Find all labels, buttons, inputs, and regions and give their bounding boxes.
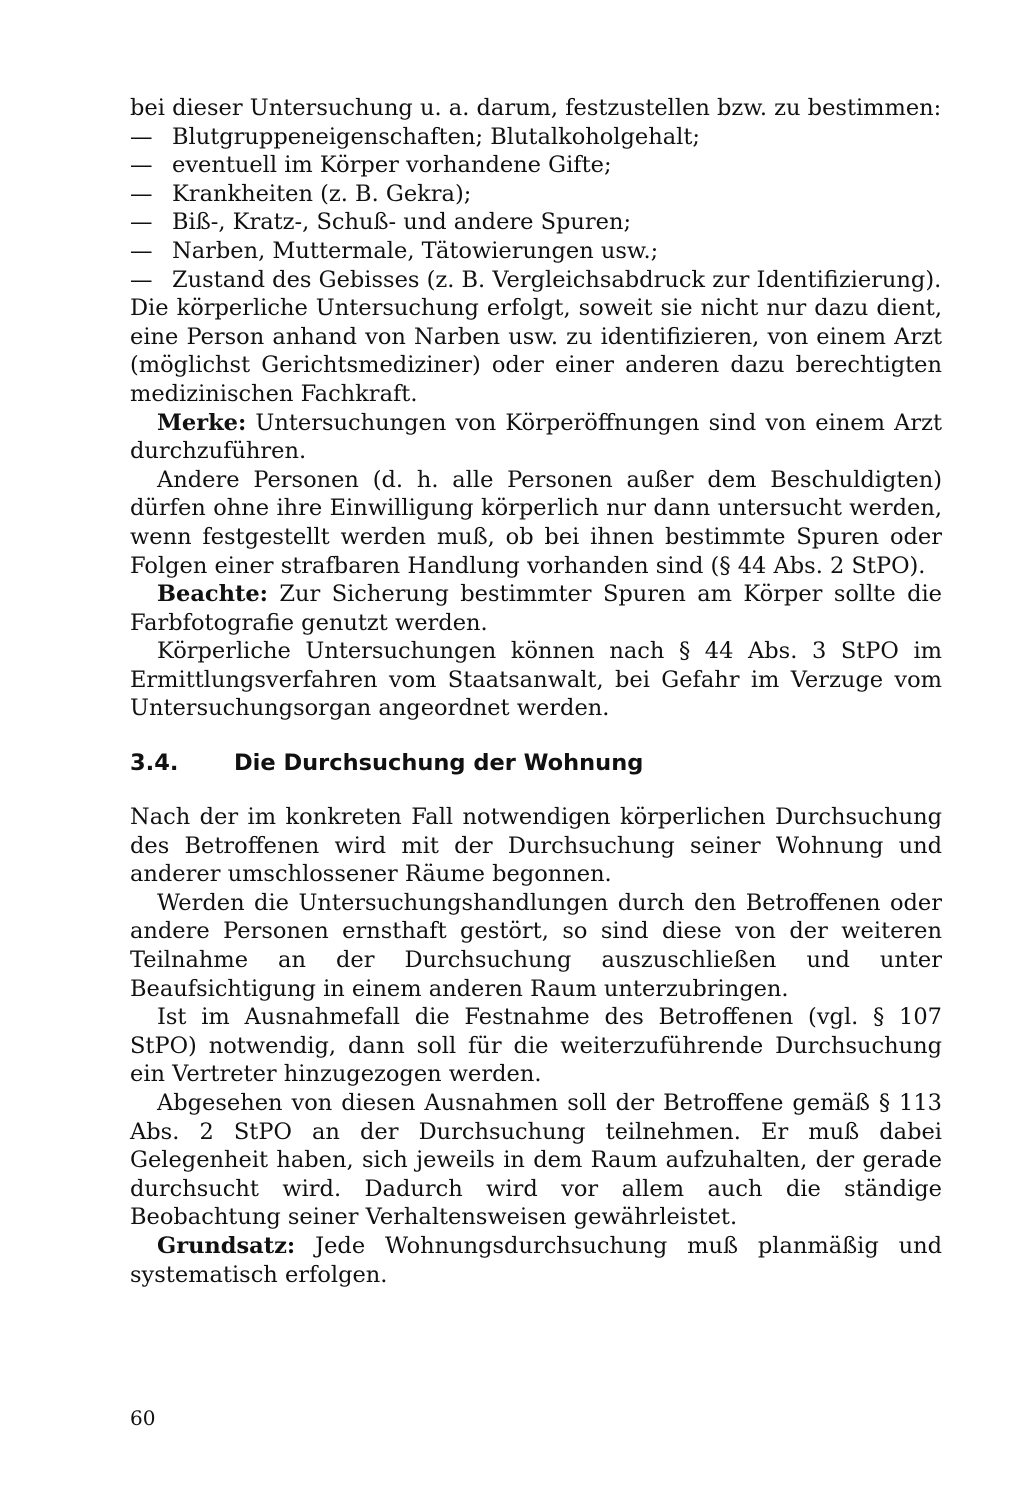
paragraph-participation: Abgesehen von diesen Ausnahmen soll der Betroffene gemäß § 113 Abs. 2 StPO an der Durchsuchung teilnehmen. Er muß dabei Gelegenheit haben, sich jeweils in dem Raum aufzuhalten, der gerade durchsucht wird. Dadurch wird vor allem auch die ständige Beobachtung seiner Verhaltensweisen gewährleistet.: [130, 1090, 942, 1231]
list-item: — eventuell im Körper vorhandene Gifte;: [130, 152, 612, 179]
note-label: Beachte:: [157, 581, 268, 608]
list-item: — Blutgruppeneigenschaften; Blutalkoholgehalt;: [130, 123, 700, 150]
paragraph-examination-by-doctor: Die körperliche Untersuchung erfolgt, soweit sie nicht nur dazu dient, eine Person anhand von Narben usw. zu identifizieren, von einem Arzt (möglichst Gerichtsmediziner) oder einer anderen dazu berechtigten medizinischen Fachkraft.: [130, 295, 942, 407]
examination-list: [130, 123, 942, 295]
dash-mark: —: [130, 237, 153, 264]
note-grundsatz: Grundsatz: Jede Wohnungsdurchsuchung muß planmäßig und systematisch erfolgen.: [130, 1232, 942, 1288]
note-label: Merke:: [157, 409, 247, 436]
paragraph-disturbance: Werden die Untersuchungshandlungen durch den Betroffenen oder andere Personen ernsthaft gestört, so sind diese von der weiteren Teilnahme an der Durchsuchung auszuschließen und unter Beaufsichtigung in einem anderen Raum unterzubringen.: [130, 889, 942, 1002]
dash-mark: —: [130, 152, 153, 179]
intro-paragraph: bei dieser Untersuchung u. a. darum, festzustellen bzw. zu bestimmen:: [130, 95, 942, 121]
list-item: — Narben, Muttermale, Tätowierungen usw.;: [130, 237, 659, 264]
section-number: 3.4.: [130, 750, 179, 777]
dash-mark: —: [130, 180, 153, 207]
dash-mark: —: [130, 209, 153, 236]
paragraph-ordering-examination: Körperliche Untersuchungen können nach § 44 Abs. 3 StPO im Ermittlungsverfahren vom Staatsanwalt, bei Gefahr im Verzuge vom Untersuchungsorgan angeordnet werden.: [130, 638, 942, 722]
section-title: Die Durchsuchung der Wohnung: [234, 750, 644, 777]
list-item: — Zustand des Gebisses (z. B. Vergleichsabdruck zur Identifizierung).: [130, 266, 942, 293]
note-beachte: Beachte: Zur Sicherung bestimmter Spuren am Körper sollte die Farbfotografie genutzt werden.: [130, 581, 942, 636]
section-heading: [130, 749, 942, 777]
list-item: — Krankheiten (z. B. Gekra);: [130, 180, 472, 207]
list-item: — Biß-, Kratz-, Schuß- und andere Spuren;: [130, 209, 632, 236]
dash-mark: —: [130, 123, 153, 150]
paragraph-other-persons: Andere Personen (d. h. alle Personen außer dem Beschuldigten) dürfen ohne ihre Einwilligung körperlich nur dann untersucht werden, wenn festgestellt werden muß, ob bei ihnen bestimmte Spuren oder Folgen einer strafbaren Handlung vorhanden sind (§ 44 Abs. 2 StPO).: [130, 466, 942, 579]
note-merke: Merke: Untersuchungen von Körperöffnungen sind von einem Arzt durchzuführen.: [130, 409, 942, 465]
page-body: [130, 94, 942, 1289]
dash-mark: —: [130, 266, 153, 293]
paragraph-arrest: Ist im Ausnahmefall die Festnahme des Betroffenen (vgl. § 107 StPO) notwendig, dann soll für die weiterzuführende Durchsuchung ein Vertreter hinzugezogen werden.: [130, 1004, 942, 1088]
note-label: Grundsatz:: [157, 1232, 296, 1259]
page-number: 60: [130, 1406, 156, 1430]
paragraph-search-begins: Nach der im konkreten Fall notwendigen körperlichen Durchsuchung des Betroffenen wird mit der Durchsuchung seiner Wohnung und anderer umschlossener Räume begonnen.: [130, 804, 942, 888]
